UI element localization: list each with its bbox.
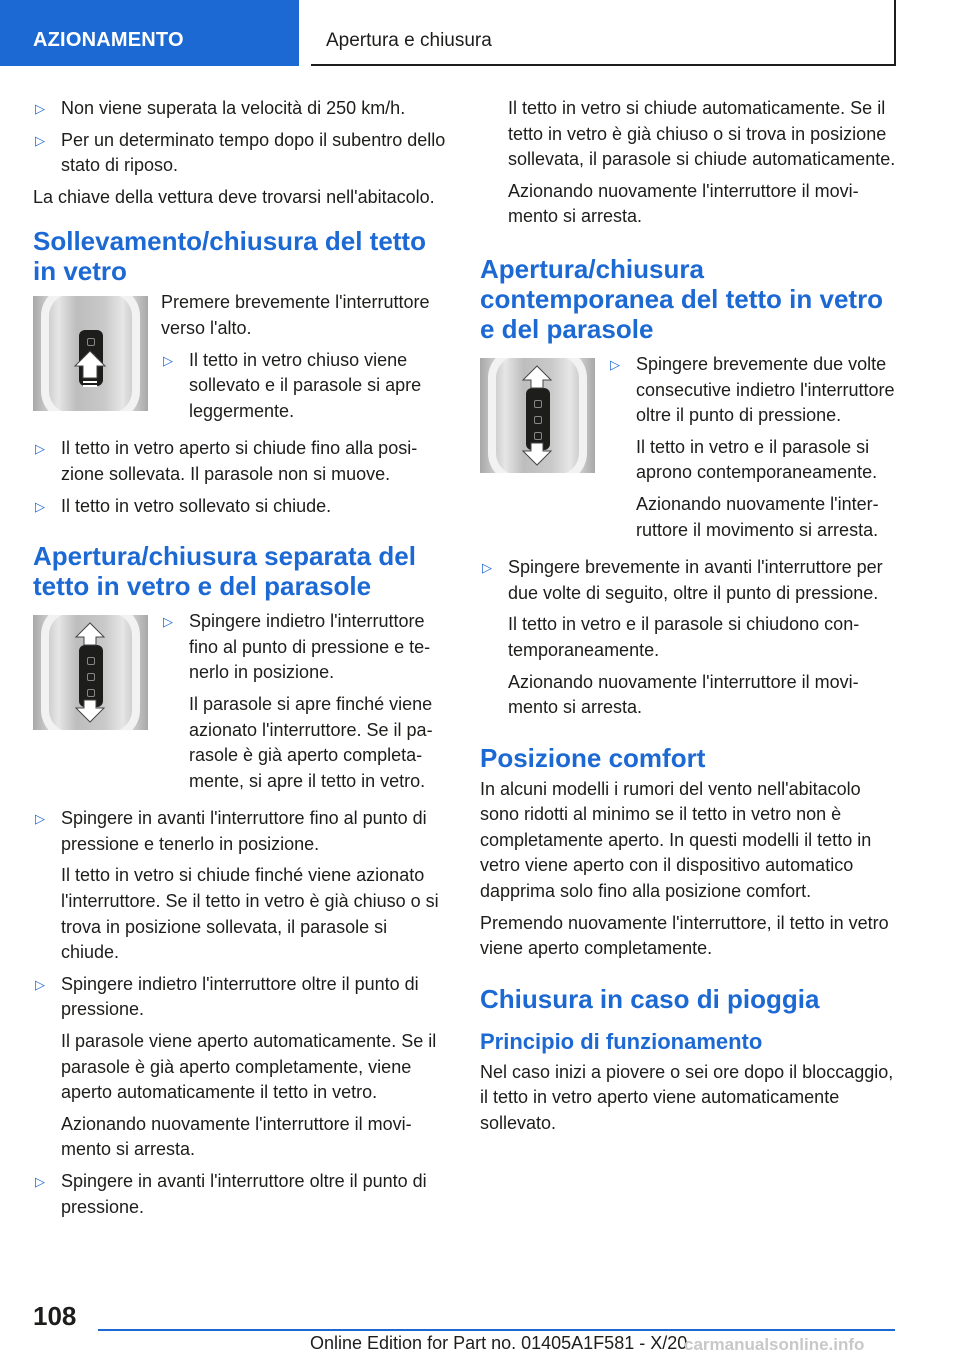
list-item: ▷ Spingere indietro l'interruttore oltre il punto di pressione. [35, 973, 419, 1020]
footer-divider [98, 1329, 895, 1331]
list-item: ▷ Non viene superata la velocità di 250 km/h. [33, 96, 448, 122]
chapter-title: Apertura e chiusura [326, 30, 492, 51]
list-item-detail: Il tetto in vetro si chiude finché viene azionato l'interruttore. Se il tetto in vetro è già chiuso o si trova in posizione sollevata, il parasole si chiude. [61, 865, 439, 963]
triangle-bullet-icon: ▷ [163, 614, 173, 630]
roof-switch-image-up [33, 296, 148, 411]
footer-edition: Online Edition for Part no. 01405A1F581 - X/20 [310, 1333, 688, 1353]
heading-separata: Apertura/chiusura separata del tetto in vetro e del parasole [33, 541, 416, 602]
heading-sollevamento: Sollevamento/chiusura del tetto in vetro [33, 226, 426, 287]
list-item-detail: Azionando nuovamente l'interruttore il movimento si arresta. [636, 493, 879, 540]
triangle-bullet-icon: ▷ [35, 441, 45, 457]
right-column [480, 96, 898, 1143]
chapter-tab [311, 0, 896, 66]
figure-row [480, 352, 898, 549]
triangle-bullet-icon: ▷ [35, 811, 45, 827]
triangle-bullet-icon: ▷ [35, 132, 45, 148]
heading-comfort: Posizione comfort [480, 742, 706, 773]
paragraph: Nel caso inizi a piovere o sei ore dopo il bloccaggio, il tetto in vetro aperto viene automaticamente sollevato. [480, 1061, 894, 1134]
list-item-detail: Il tetto in vetro e il parasole si chiudono contemporaneamente. [508, 614, 860, 660]
list-item: ▷ Il tetto in vetro sollevato si chiude. [33, 494, 448, 520]
list-item-detail: Azionando nuovamente l'interruttore il movimento si arresta. [508, 180, 859, 227]
list-item-detail: Azionando nuovamente l'interruttore il movimento si arresta. [508, 671, 859, 718]
list-item: ▷ Spingere in avanti l'interruttore fino al punto di pressione e tenerlo in posizione. [35, 808, 427, 854]
left-column [33, 96, 448, 1226]
watermark: carmanualsonline.info [684, 1335, 865, 1354]
paragraph: La chiave della vettura deve trovarsi nell'abitacolo. [33, 186, 435, 207]
figure-row [33, 609, 448, 800]
list-item-detail: Il tetto in vetro e il parasole si aprono contemporaneamente. [636, 436, 878, 483]
page-number: 108 [33, 1301, 77, 1331]
figure-row [33, 290, 448, 430]
list-item: ▷ Il tetto in vetro chiuso viene sollevato e il parasole si apre leggermente. [163, 349, 422, 421]
triangle-bullet-icon: ▷ [610, 356, 620, 372]
triangle-bullet-icon: ▷ [482, 560, 492, 576]
subheading-principio: Principio di funzionamento [480, 1028, 763, 1054]
paragraph: In alcuni modelli i rumori del vento nell'abitacolo sono ridotti al minimo se il tetto in vetro non è completamente aperto. In questi modelli il tetto in vetro viene aperto con il dispositivo automatico dapprima solo fino alla posizione comfort. [480, 778, 872, 902]
section-tab[interactable] [0, 0, 299, 66]
list-item: ▷ Spingere brevemente due volte consecutive indietro l'interruttore oltre il punto di pressione. [610, 353, 895, 426]
triangle-bullet-icon: ▷ [35, 1174, 45, 1189]
roof-switch-image-back-forward [33, 615, 148, 730]
triangle-bullet-icon: ▷ [35, 101, 45, 116]
page-header [0, 0, 960, 66]
roof-switch-image-double [480, 358, 595, 473]
triangle-bullet-icon: ▷ [163, 352, 173, 368]
paragraph: Premere brevemente l'interruttore verso l'alto. [161, 292, 430, 338]
triangle-bullet-icon: ▷ [35, 976, 45, 992]
list-item: ▷ Spingere brevemente in avanti l'interruttore per due volte di seguito, oltre il punto di pressione. [482, 557, 883, 603]
list-item-detail: Il parasole si apre finché viene azionato l'interruttore. Se il parasole è già aperto completamente, si apre il tetto in vetro. [189, 693, 433, 791]
paragraph: Premendo nuovamente l'interruttore, il tetto in vetro viene aperto completamente. [480, 912, 889, 959]
list-item-detail: Azionando nuovamente l'interruttore il movimento si arresta. [61, 1113, 412, 1160]
heading-contemporanea: Apertura/chiusura contemporanea del tetto in vetro e del parasole [480, 253, 884, 344]
list-item-detail: Il parasole viene aperto automaticamente. Se il parasole è già aperto completamente, viene aperto automaticamente il tetto in vetro. [61, 1031, 437, 1103]
triangle-bullet-icon: ▷ [35, 498, 45, 514]
heading-pioggia: Chiusura in caso di pioggia [480, 983, 820, 1014]
list-item: ▷ Per un determinato tempo dopo il subentro dello stato di riposo. [35, 129, 446, 176]
list-item: ▷ Spingere indietro l'interruttore fino al punto di pressione e tenerlo in posizione. [163, 611, 431, 683]
list-item-detail: Il tetto in vetro si chiude automaticamente. Se il tetto in vetro è già chiuso o si trova in posizione sollevata, il parasole si chiude automaticamente. [508, 98, 896, 170]
list-item: ▷ Il tetto in vetro aperto si chiude fino alla posizione sollevata. Il parasole non si muove. [35, 438, 418, 484]
section-title: AZIONAMENTO [33, 29, 184, 51]
list-item: ▷ Spingere in avanti l'interruttore oltre il punto di pressione. [35, 1171, 427, 1217]
